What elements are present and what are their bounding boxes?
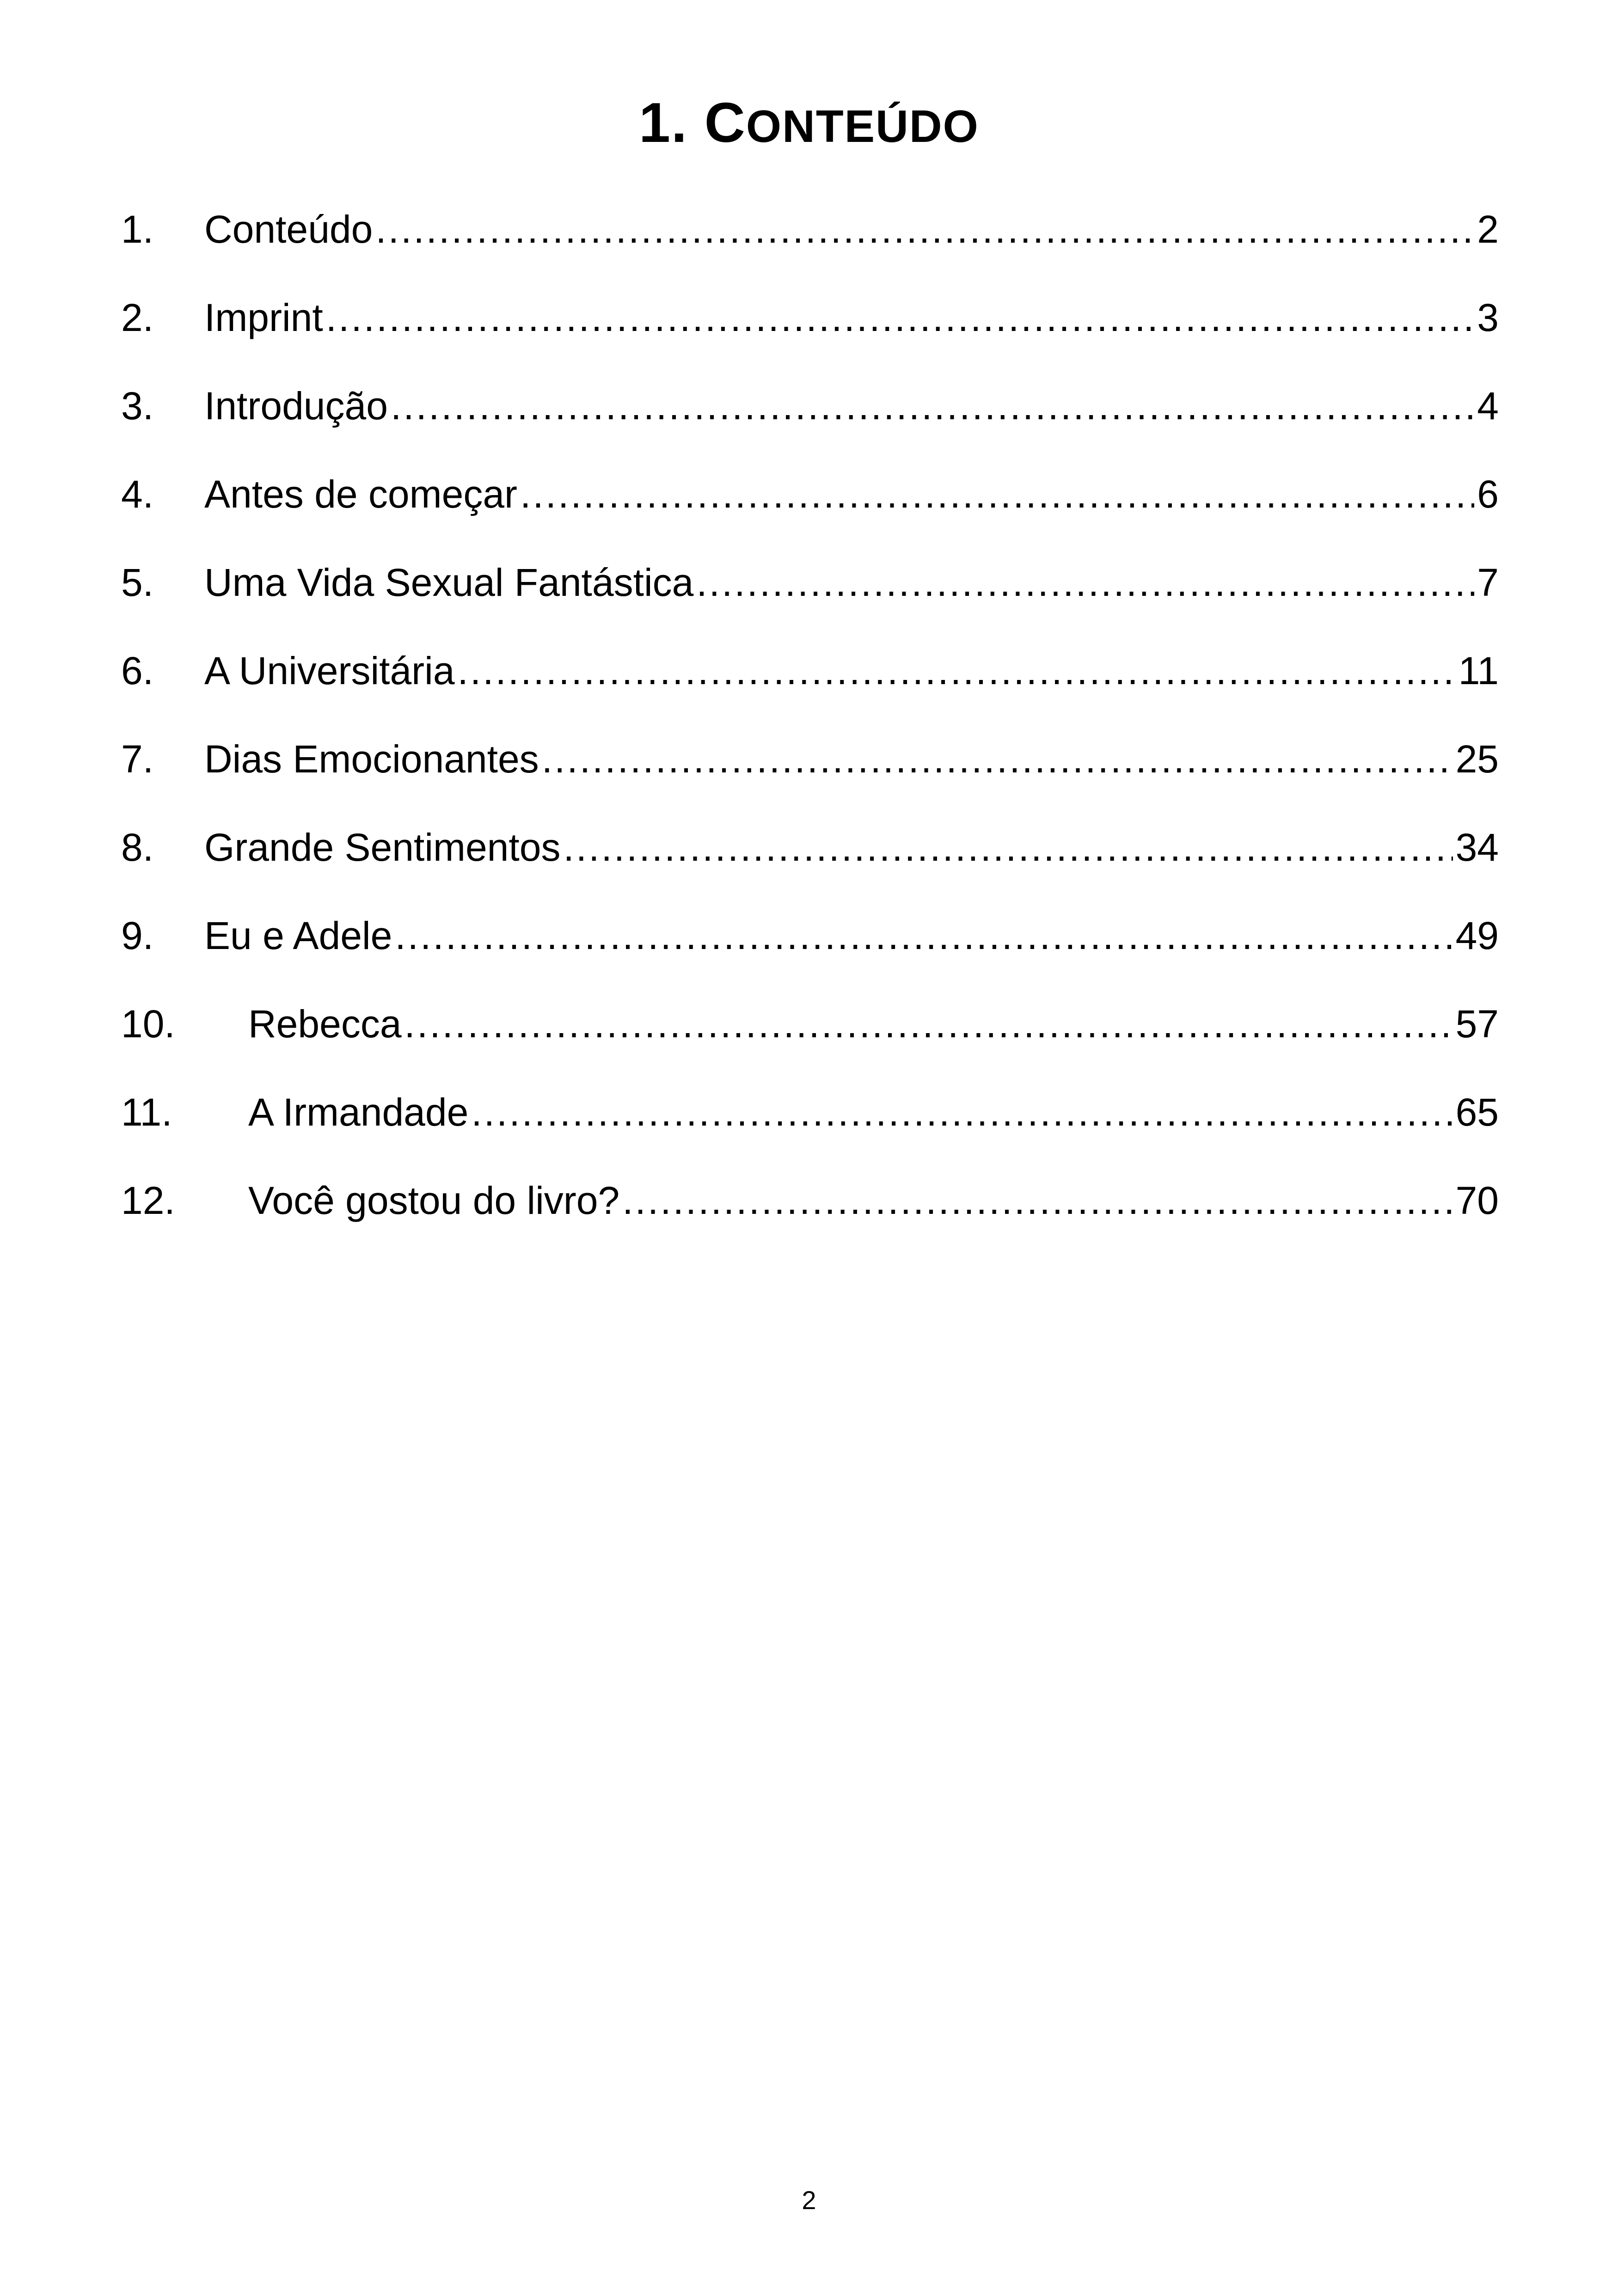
- toc-entry[interactable]: [121, 891, 1499, 980]
- toc-dot-leader: [375, 202, 1474, 257]
- toc-entry-page: 34: [1455, 825, 1499, 869]
- toc-entry-number: 3.: [121, 384, 154, 428]
- toc-entry-label: Imprint: [204, 295, 323, 339]
- toc-entry[interactable]: [121, 715, 1499, 803]
- toc-entry-number: 7.: [121, 737, 154, 781]
- toc-dot-leader: [404, 996, 1453, 1052]
- toc-entry-number: 9.: [121, 913, 154, 957]
- toc-entry-label: Introdução: [204, 384, 388, 428]
- title-first-letter: C: [704, 91, 746, 154]
- toc-entry-label: Rebecca: [248, 1002, 402, 1046]
- toc-entry-label: Antes de começar: [204, 472, 518, 516]
- toc-dot-leader: [696, 555, 1474, 610]
- toc-entry[interactable]: [121, 450, 1499, 538]
- toc-dot-leader: [471, 1084, 1453, 1140]
- toc-entry-label: A Universitária: [204, 649, 455, 692]
- page-title: [0, 88, 1618, 161]
- toc-entry-number: 12.: [121, 1178, 175, 1222]
- toc-entry-number: 1.: [121, 207, 154, 251]
- toc-entry-label: Uma Vida Sexual Fantástica: [204, 560, 694, 604]
- toc-entry-page: 2: [1477, 207, 1499, 251]
- table-of-contents: [121, 185, 1499, 1244]
- toc-entry-number: 10.: [121, 1002, 175, 1046]
- toc-entry-label: Você gostou do livro?: [248, 1178, 620, 1222]
- toc-entry-number: 6.: [121, 649, 154, 692]
- toc-entry-page: 49: [1455, 913, 1499, 957]
- toc-dot-leader: [391, 378, 1474, 434]
- toc-dot-leader: [563, 820, 1453, 875]
- toc-dot-leader: [520, 466, 1474, 522]
- toc-dot-leader: [542, 731, 1453, 787]
- toc-entry-number: 8.: [121, 825, 154, 869]
- toc-entry-page: 65: [1455, 1090, 1499, 1134]
- toc-entry-page: 6: [1477, 472, 1499, 516]
- toc-entry[interactable]: [121, 803, 1499, 891]
- toc-entry[interactable]: [121, 980, 1499, 1068]
- toc-dot-leader: [622, 1173, 1453, 1228]
- toc-entry-page: 4: [1477, 384, 1499, 428]
- toc-dot-leader: [326, 290, 1475, 345]
- toc-entry-label: Conteúdo: [204, 207, 373, 251]
- toc-dot-leader: [458, 643, 1456, 698]
- toc-entry-label: A Irmandade: [248, 1090, 469, 1134]
- toc-entry[interactable]: [121, 538, 1499, 626]
- toc-entry-page: 70: [1455, 1178, 1499, 1222]
- toc-entry-page: 11: [1458, 649, 1499, 692]
- toc-entry-page: 7: [1477, 560, 1499, 604]
- toc-entry[interactable]: [121, 185, 1499, 273]
- toc-entry-page: 57: [1455, 1002, 1499, 1046]
- toc-entry-page: 25: [1455, 737, 1499, 781]
- toc-entry-number: 5.: [121, 560, 154, 604]
- toc-entry-label: Eu e Adele: [204, 913, 392, 957]
- toc-entry[interactable]: [121, 1156, 1499, 1244]
- title-rest: ONTEÚDO: [746, 101, 979, 152]
- toc-entry[interactable]: [121, 273, 1499, 361]
- toc-dot-leader: [395, 908, 1453, 963]
- footer-page-number: 2: [802, 2186, 816, 2215]
- title-number: 1.: [639, 91, 688, 154]
- toc-entry[interactable]: [121, 626, 1499, 715]
- toc-entry[interactable]: [121, 1068, 1499, 1156]
- toc-entry-page: 3: [1477, 295, 1499, 339]
- toc-entry-number: 11.: [121, 1090, 172, 1134]
- toc-entry[interactable]: [121, 361, 1499, 450]
- toc-entry-label: Grande Sentimentos: [204, 825, 561, 869]
- toc-entry-number: 4.: [121, 472, 154, 516]
- toc-entry-number: 2.: [121, 295, 154, 339]
- toc-entry-label: Dias Emocionantes: [204, 737, 539, 781]
